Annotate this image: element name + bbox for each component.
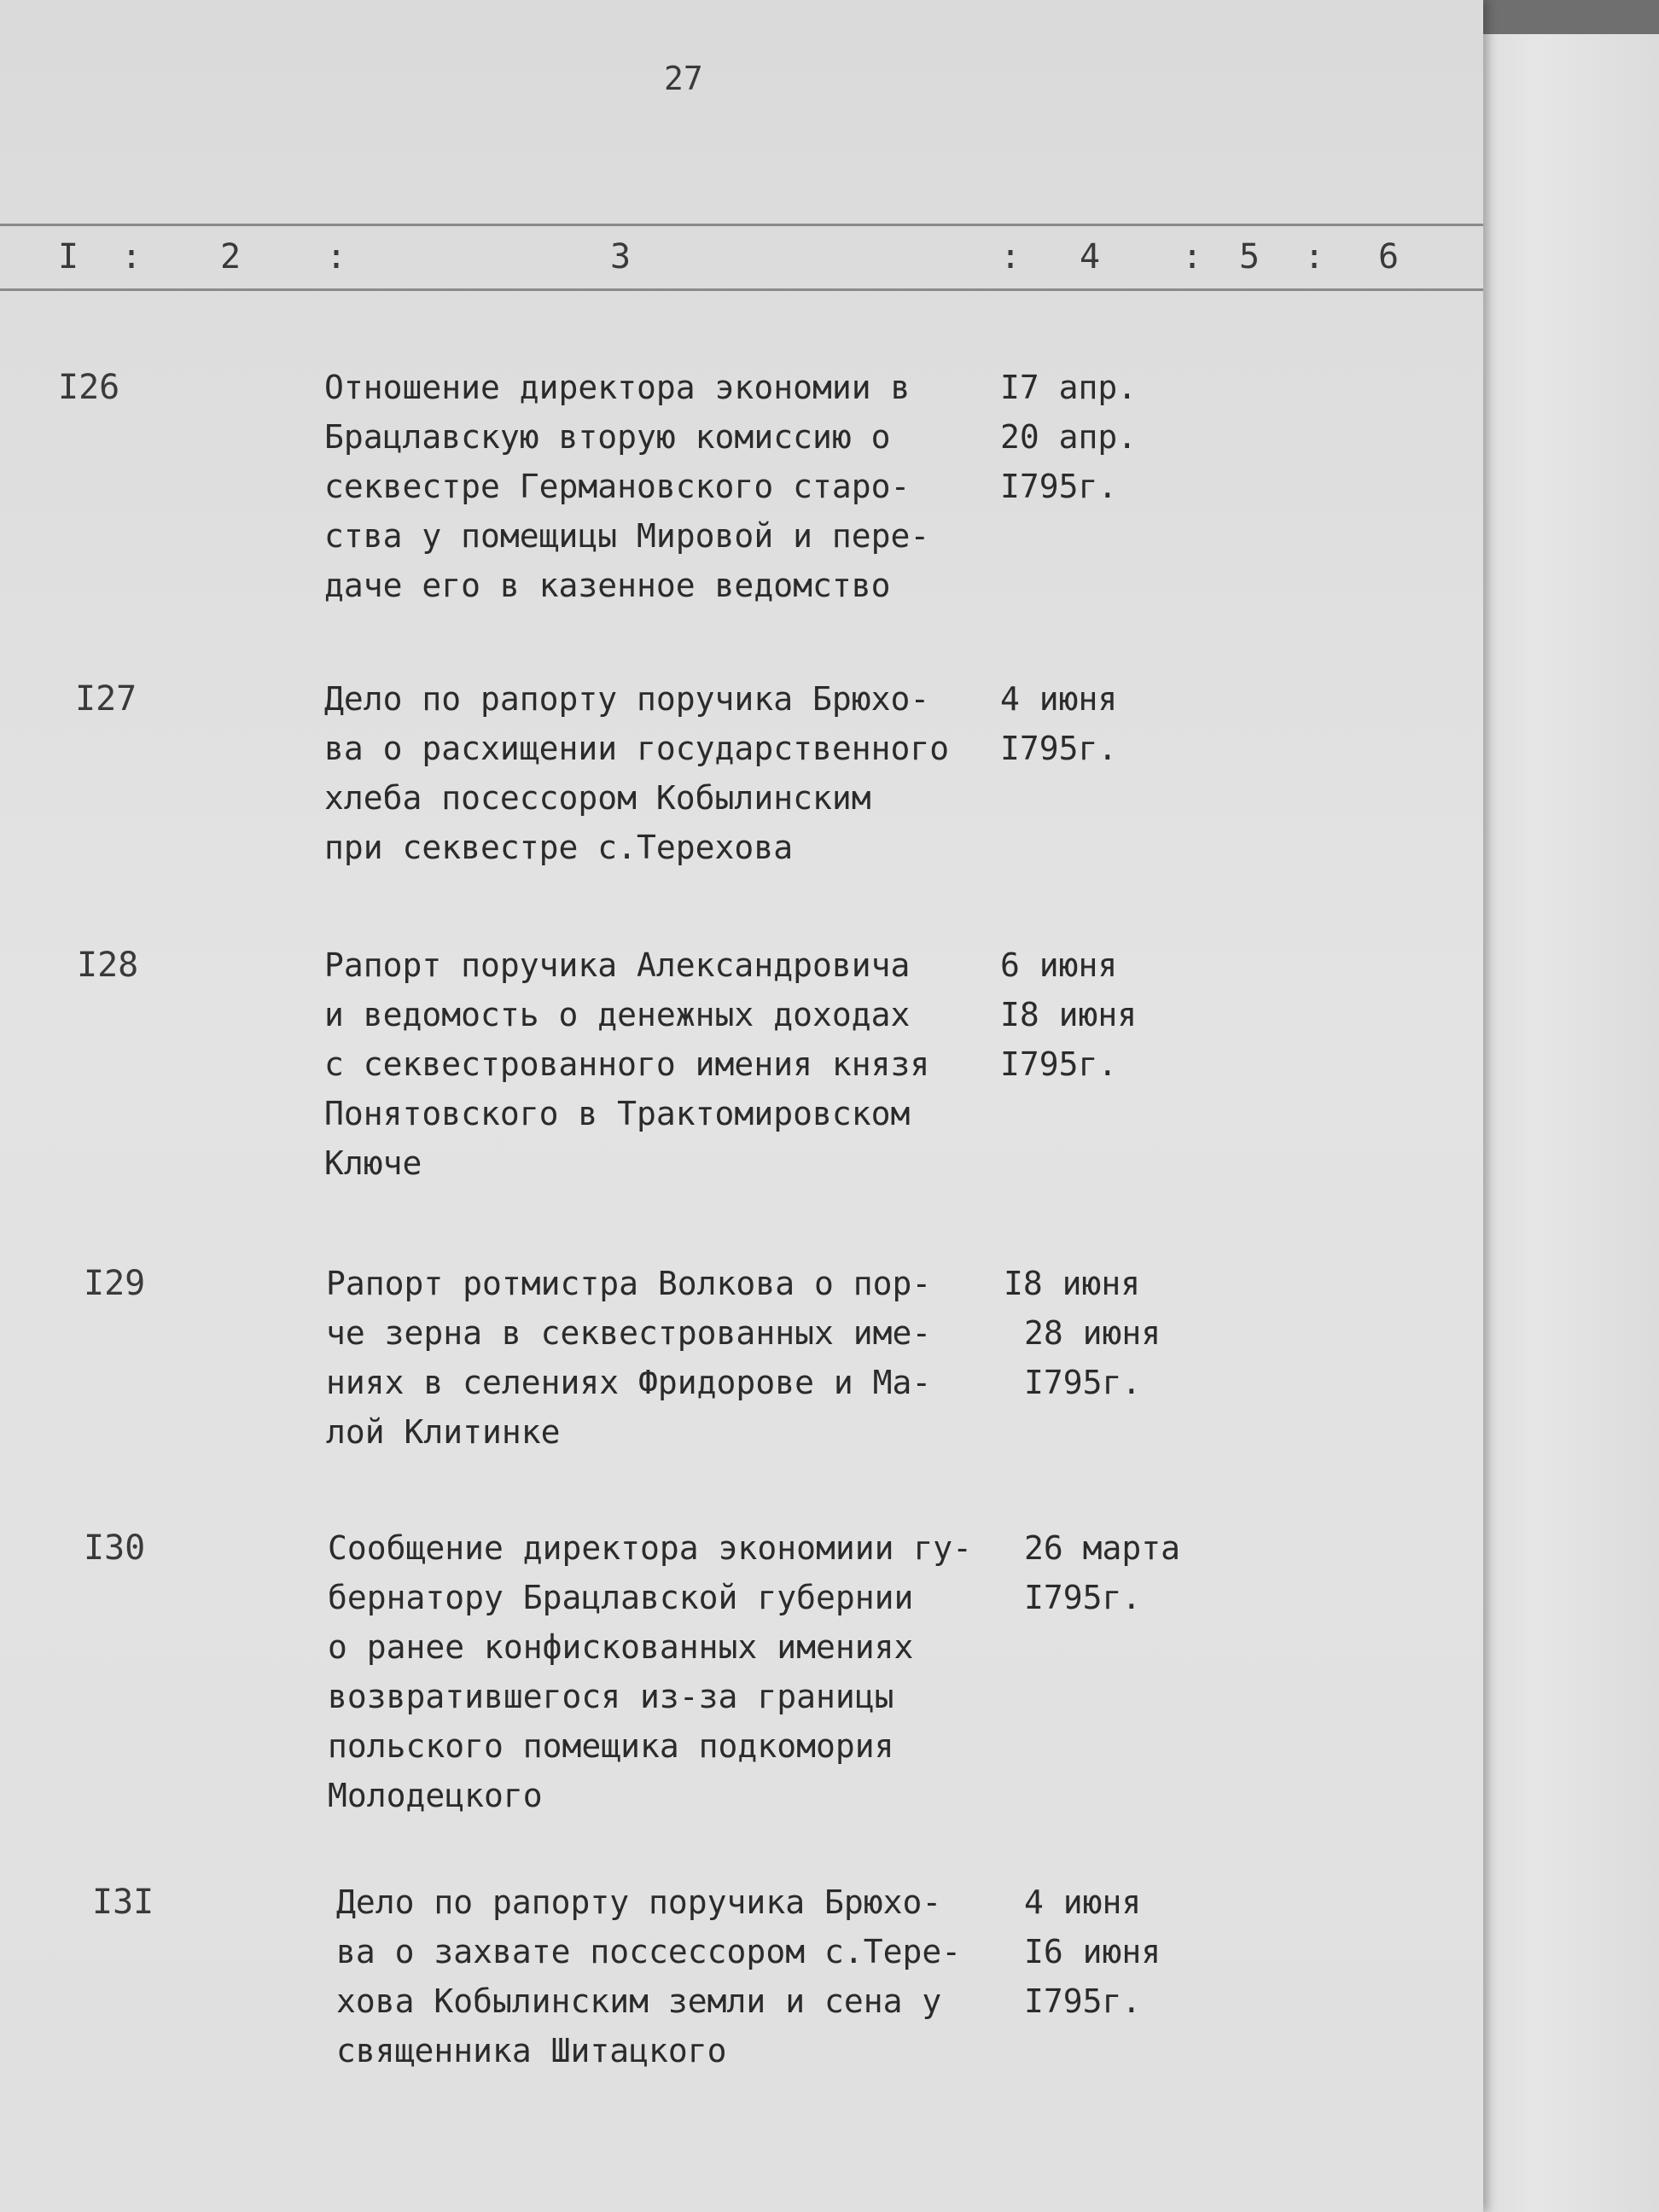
description-line: ства у помещицы Мировой и пере- [324,517,930,555]
date-line: I795г. [1024,1982,1142,2020]
description-line: даче его в казенное ведомство [324,567,891,604]
record-description [336,1877,1010,2075]
record-number: I30 [84,1528,146,1568]
record-dates [1004,1259,1200,1407]
record-description [324,674,998,872]
record-description [326,1259,1000,1457]
description-line: возвратившегося из-за границы [328,1678,894,1715]
date-line: 26 марта [1024,1529,1181,1567]
description-line: польского помещика подкомория [328,1727,894,1765]
record-number: I27 [75,679,137,719]
column-header-1: I [58,237,79,276]
description-line: секвестре Германовского старо- [324,468,911,505]
date-line: 4 июня [1000,680,1118,718]
column-header-6: 6 [1378,237,1400,276]
date-line: 4 июня [1024,1883,1142,1921]
description-line: че зерна в секвестрованных име- [326,1314,932,1352]
column-header-5: 5 [1239,237,1260,276]
record-dates [1000,363,1196,511]
column-header-3: 3 [610,237,632,276]
date-line: I795г. [1024,1579,1142,1616]
date-line: 20 апр. [1000,418,1138,456]
description-line: Сообщение директора экономиии гу- [328,1529,972,1567]
description-line: Ключе [324,1144,422,1182]
column-header-row [0,237,1483,280]
description-line: бернатору Брацлавской губернии [328,1579,914,1616]
description-line: Отношение директора экономии в [324,369,911,406]
description-line: Брацлавскую вторую комиссию о [324,418,891,456]
column-separator: : [1182,237,1203,276]
description-line: с секвестрованного имения князя [324,1045,930,1083]
description-line: хлеба посессором Кобылинским [324,779,871,817]
header-top-rule [0,224,1483,226]
description-line: при секвестре с.Терехова [324,829,794,866]
description-line: лой Клитинке [326,1413,561,1451]
record-description [328,1523,1002,1820]
description-line: о ранее конфискованных имениях [328,1628,914,1666]
record-dates [1024,1523,1220,1622]
header-bottom-rule [0,288,1483,291]
description-line: хова Кобылинским земли и сена у [336,1982,942,2020]
column-separator: : [1000,237,1022,276]
record-number: I29 [84,1264,146,1303]
record-description [324,363,998,610]
description-line: ниях в селениях Фридорове и Ма- [326,1364,932,1401]
date-line: 28 июня [1024,1314,1161,1352]
date-line: I8 июня [1000,996,1138,1033]
column-separator: : [121,237,143,276]
description-line: Понятовского в Трактомировском [324,1095,911,1132]
column-header-2: 2 [220,237,242,276]
date-line: I795г. [1024,1364,1142,1401]
record-dates [1000,674,1196,773]
date-line: I7 апр. [1000,369,1138,406]
record-description [324,940,998,1188]
description-line: ва о расхищении государственного [324,730,950,767]
date-line: I795г. [1000,1045,1118,1083]
column-header-4: 4 [1080,237,1101,276]
description-line: Рапорт поручика Александровича [324,946,911,984]
column-separator: : [1304,237,1325,276]
description-line: ва о захвате поссессором с.Тере- [336,1933,962,1970]
description-line: и ведомость о денежных доходах [324,996,911,1033]
description-line: Рапорт ротмистра Волкова о пор- [326,1265,932,1302]
date-line: I6 июня [1024,1933,1161,1970]
description-line: Дело по рапорту поручика Брюхо- [324,680,930,718]
record-number: I28 [77,946,139,985]
record-number: I26 [58,368,120,407]
page-number: 27 [664,60,703,97]
record-number: I3I [92,1883,154,1922]
description-line: Дело по рапорту поручика Брюхо- [336,1883,942,1921]
record-dates [1024,1877,1220,2026]
column-separator: : [326,237,347,276]
description-line: Молодецкого [328,1777,543,1814]
description-line: священника Шитацкого [336,2032,727,2069]
record-dates [1000,940,1196,1089]
date-line: I795г. [1000,730,1118,767]
date-line: I795г. [1000,468,1118,505]
date-line: 6 июня [1000,946,1118,984]
date-line: I8 июня [1004,1265,1141,1302]
